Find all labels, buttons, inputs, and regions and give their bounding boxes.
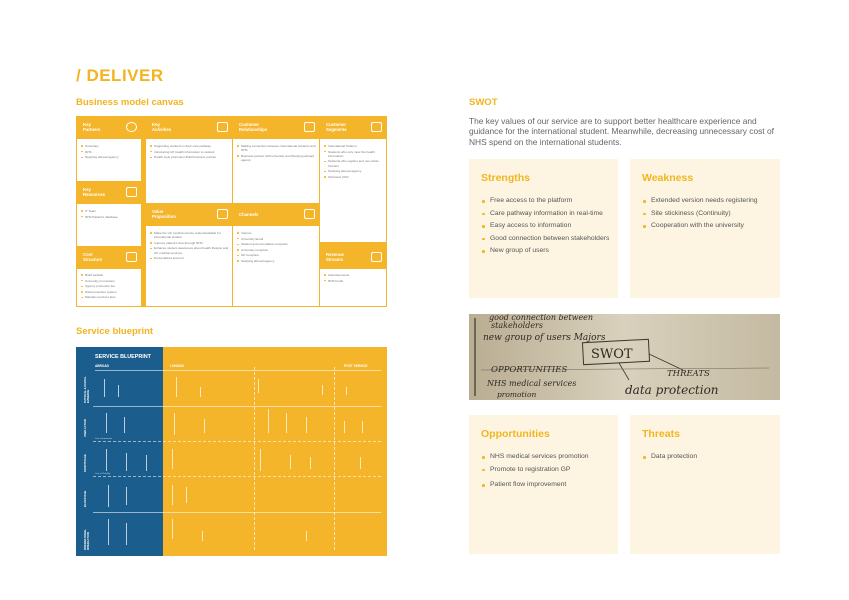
sb-note xyxy=(200,387,201,397)
swot-whiteboard-photo xyxy=(469,314,780,400)
sb-note xyxy=(204,419,205,433)
list-item: NHS medical services promotion xyxy=(481,451,610,464)
bmc-title-line: Key xyxy=(83,122,91,127)
sb-note xyxy=(126,523,127,545)
sb-stage-abroad: ABROAD xyxy=(95,364,109,368)
list-item: Data protection xyxy=(642,451,772,464)
card-title: Threats xyxy=(642,428,680,440)
sb-row-label: INTERNATIONAL INTERACTION xyxy=(84,529,90,550)
sb-divider xyxy=(95,370,381,371)
sb-note xyxy=(172,485,173,505)
sb-note xyxy=(310,457,311,469)
sb-title: SERVICE BLUEPRINT xyxy=(95,354,151,360)
list-item: Supporting students in their care pathway xyxy=(150,144,230,148)
list-item: Enhance student awareness about health lifestyle and UK medical services xyxy=(150,246,230,254)
card-title: Strengths xyxy=(481,172,531,184)
wb-text: new group of users Majors xyxy=(483,333,606,343)
list-item: Care pathway information in real-time xyxy=(481,208,610,221)
sb-note xyxy=(108,519,109,545)
swot-section-label: SWOT xyxy=(469,97,498,108)
sb-column-divider xyxy=(334,367,335,550)
bmc-title-line: Streams xyxy=(326,257,343,263)
list-item: Improve patient's flow through NHS xyxy=(150,241,230,245)
bmc-title-line: Segments xyxy=(326,127,347,133)
list-item: Making connection between international students and NHS xyxy=(237,144,317,152)
list-item: Health style promotion Build business partner xyxy=(150,155,230,159)
wb-text: promotion xyxy=(497,390,537,399)
list-item: University promotions xyxy=(81,279,139,283)
sb-row-label: USER ACTION xyxy=(84,419,87,437)
list-item: NHS funds xyxy=(324,279,384,283)
bmc-channels xyxy=(233,204,319,306)
bmc-title-line: Key xyxy=(152,122,160,127)
sb-note xyxy=(290,455,291,469)
swot-weakness-card xyxy=(630,159,780,298)
bmc-customer-segments xyxy=(320,117,386,242)
list-item: IT Team xyxy=(81,209,139,213)
sb-note xyxy=(260,449,261,471)
bmc-key-activities xyxy=(146,117,232,203)
list-item: GP reception xyxy=(237,253,317,257)
bmc-title-line: Activities xyxy=(152,127,172,133)
sb-row-label: FRONTSTAGE xyxy=(84,454,87,472)
sb-note xyxy=(104,379,105,397)
bmc-customer-relationships xyxy=(233,117,319,203)
list-item: University Email xyxy=(237,237,317,241)
list-item: Build website xyxy=(81,273,139,277)
list-item: Studying abroad agency xyxy=(324,169,384,173)
activities-icon xyxy=(217,122,228,132)
sb-line-label: Line of interaction xyxy=(95,438,113,440)
list-item: Easy access to information xyxy=(481,220,610,233)
list-item: University reception xyxy=(237,248,317,252)
bmc-title-line: Revenue xyxy=(326,252,344,257)
list-item: Maintain services fees xyxy=(81,295,139,299)
sb-stage-post: POST SERVICE xyxy=(344,364,368,368)
sb-note xyxy=(126,487,127,505)
sb-column-divider xyxy=(254,367,255,550)
list-item: Studying abroad agency xyxy=(81,155,139,159)
list-item: Advertisements xyxy=(324,273,384,277)
bmc-title-line: Key xyxy=(83,187,91,192)
page-title: / DELIVER xyxy=(76,66,164,85)
sb-row-label: PHYSICAL & DIGITAL EVIDENCE xyxy=(84,376,90,403)
sb-divider xyxy=(93,512,381,513)
sb-note xyxy=(108,485,109,507)
list-item: Patient flow improvement xyxy=(481,479,610,492)
list-item: Introducing UK health information to student xyxy=(150,150,230,154)
calculator-icon xyxy=(126,252,137,262)
sb-line-label: Line of Visibility xyxy=(95,473,111,475)
sb-note xyxy=(306,531,307,541)
sb-note xyxy=(360,457,361,469)
group-icon xyxy=(371,122,382,132)
list-item: Business partner with university and Studying abroad agency xyxy=(237,154,317,162)
sb-note xyxy=(286,413,287,433)
sb-stage-london: LONDON xyxy=(170,364,184,368)
list-item: Students who register and use whole function xyxy=(324,159,384,167)
bmc-title-line: Cost xyxy=(83,252,93,257)
sb-note xyxy=(146,455,147,471)
sb-note xyxy=(362,421,363,433)
bmc-title-line: Partners xyxy=(83,127,101,133)
list-item: Site stickiness (Continuity) xyxy=(642,208,772,221)
list-item: Good connection between stakeholders xyxy=(481,233,610,246)
resources-icon xyxy=(126,187,137,197)
sb-note xyxy=(174,413,175,435)
whiteboard-sketch xyxy=(469,314,780,400)
service-blueprint xyxy=(76,347,387,556)
list-item: Free access to the platform xyxy=(481,195,610,208)
bmc-title-line: Value xyxy=(152,209,164,214)
wb-text: OPPORTUNITIES xyxy=(491,365,568,375)
gift-icon xyxy=(217,209,228,219)
bmc-title-line: Structure xyxy=(83,257,103,263)
list-item: Data protection system xyxy=(81,290,139,294)
sb-line-of-interaction xyxy=(93,441,381,442)
sb-note xyxy=(346,387,347,395)
sb-note xyxy=(176,377,177,397)
money-icon xyxy=(371,252,382,262)
sb-note xyxy=(322,385,323,395)
bmc-title-line: Proposition xyxy=(152,214,176,220)
list-item: Make the UK medical service understandable for international student xyxy=(150,231,230,239)
wb-text: stakeholders xyxy=(491,321,543,330)
sb-note xyxy=(186,487,187,503)
sb-note xyxy=(172,449,173,469)
list-item: Internet xyxy=(237,231,317,235)
wb-text: SWOT xyxy=(591,347,633,362)
business-model-canvas xyxy=(76,116,387,307)
wb-text: NHS medical services xyxy=(487,379,577,388)
list-item: Student accommodation reception xyxy=(237,242,317,246)
sb-divider xyxy=(93,406,381,407)
list-item: University xyxy=(81,144,139,148)
sb-note xyxy=(306,417,307,433)
list-item: Personalized account xyxy=(150,256,230,260)
people-icon xyxy=(304,122,315,132)
sb-note xyxy=(126,453,127,471)
sb-note xyxy=(202,531,203,541)
bmc-revenue-streams xyxy=(320,247,386,306)
wb-text: good connection between xyxy=(489,314,594,322)
sb-note xyxy=(106,449,107,471)
wb-text: THREATS xyxy=(667,369,710,379)
list-item: Promote to registration GP xyxy=(481,464,610,477)
sb-section-label: Service blueprint xyxy=(76,326,154,337)
list-item: Students who only view the health information xyxy=(324,150,384,158)
sb-note xyxy=(124,417,125,433)
rings-icon xyxy=(126,122,137,132)
list-item: International Student xyxy=(324,144,384,148)
bmc-title-line: Resources xyxy=(83,192,105,198)
sb-line-of-visibility xyxy=(93,476,381,477)
bmc-section-label: Business model canvas xyxy=(76,97,184,108)
sb-note xyxy=(268,409,269,433)
list-item: New group of users xyxy=(481,245,610,258)
sb-note xyxy=(344,421,345,433)
swot-opportunities-card xyxy=(469,415,618,554)
bmc-cost-structure xyxy=(77,247,141,306)
sb-row-label: BACKSTAGE xyxy=(84,490,87,507)
sb-note xyxy=(118,385,119,397)
swot-threats-card xyxy=(630,415,780,554)
swot-strengths-card xyxy=(469,159,618,298)
bmc-title-line: Channels xyxy=(239,212,259,217)
sb-note xyxy=(106,413,107,433)
bmc-key-partners xyxy=(77,117,141,181)
list-item: Extended version needs registering xyxy=(642,195,772,208)
sb-note xyxy=(258,379,259,393)
swot-intro: The key values of our service are to support better healthcare experience and guidance for the international student. Meanwhile, decreasing unnecessary cost of NHS spend on the international students. xyxy=(469,116,774,147)
list-item: Agency promotion fee xyxy=(81,284,139,288)
bmc-key-resources xyxy=(77,182,141,246)
card-title: Opportunities xyxy=(481,428,550,440)
bmc-title-line: Customer xyxy=(239,122,260,127)
list-item: Cooperation with the university xyxy=(642,220,772,233)
wb-text: data protection xyxy=(625,383,719,397)
list-item: NHS xyxy=(81,150,139,154)
sb-note xyxy=(172,519,173,539)
bmc-value-proposition xyxy=(146,204,232,306)
bmc-title-line: Customer xyxy=(326,122,347,127)
list-item: Studying abroad agency xyxy=(237,259,317,263)
card-title: Weakness xyxy=(642,172,694,184)
truck-icon xyxy=(304,209,315,219)
list-item: NHS Patient's database xyxy=(81,215,139,219)
list-item: Clinicians (GP) xyxy=(324,175,384,179)
bmc-title-line: Relationships xyxy=(239,127,268,133)
